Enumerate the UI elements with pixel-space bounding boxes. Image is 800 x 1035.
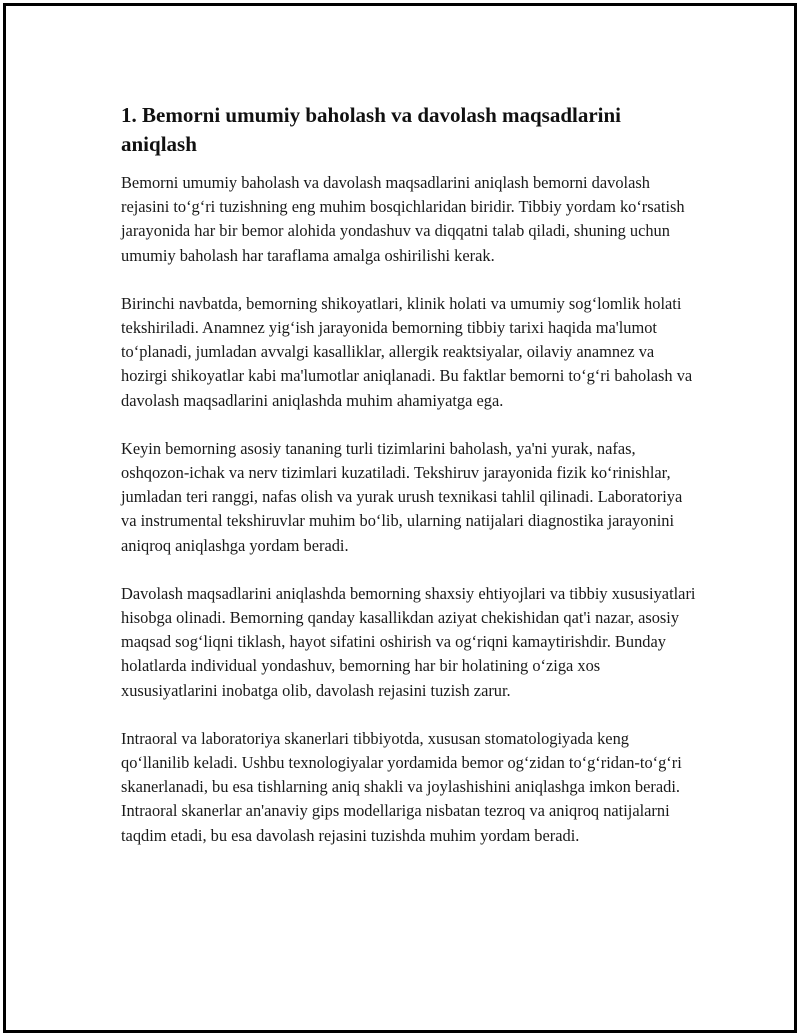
page-title: 1. Bemorni umumiy baholash va davolash maqsadlarini aniqlash: [121, 103, 622, 156]
paragraph-4: Davolash maqsadlarini aniqlashda bemorning shaxsiy ehtiyojlari va tibbiy xususiyatlari hisobga olinadi. Bemorning qanday kasallikdan aziyat chekishidan qat'i nazar, asosiy maqsad sog‘liqni tiklash, hayot sifatini oshirish va og‘riqni kamaytirishdir. Bunday holatlarda individual yondashuv, bemorning har bir holatining o‘ziga xos xususiyatlarini inobatga olib, davolash rejasini tuzish zarur.: [121, 583, 696, 700]
paragraph-2: Birinchi navbatda, bemorning shikoyatlari, klinik holati va umumiy sog‘lomlik holati tekshiriladi. Anamnez yig‘ish jarayonida bemorning tibbiy tarixi haqida ma'lumot to‘planadi, jumladan avvalgi kasalliklar, allergik reaktsiyalar, oilaviy anamnez va hozirgi shikoyatlar kabi ma'lumotlar aniqlanadi. Bu faktlar bemorni to‘g‘ri baholash va davolash maqsadlarini aniqlashda muhim ahamiyatga ega.: [121, 293, 693, 410]
page-frame: [3, 3, 797, 1033]
document-body: [121, 101, 696, 872]
paragraph-1: Bemorni umumiy baholash va davolash maqsadlarini aniqlash bemorni davolash rejasini to‘g‘ri tuzishning eng muhim bosqichlaridan biridir. Tibbiy yordam ko‘rsatish jarayonida har bir bemor alohida yondashuv va diqqatni talab qiladi, shuning uchun umumiy baholash har taraflama amalga oshirilishi kerak.: [121, 173, 685, 265]
paragraph-3: Keyin bemorning asosiy tananing turli tizimlarini baholash, ya'ni yurak, nafas, oshqozon-ichak va nerv tizimlari kuzatiladi. Tekshiruv jarayonida fizik ko‘rinishlar, jumladan teri ranggi, nafas olish va yurak urush texnikasi tahlil qilinadi. Laboratoriya va instrumental tekshiruvlar muhim bo‘lib, ularning natijalari diagnostika jarayonini aniqroq aniqlashga yordam beradi.: [121, 438, 683, 555]
paragraph-5: Intraoral va laboratoriya skanerlari tibbiyotda, xususan stomatologiyada keng qo‘llanilib keladi. Ushbu texnologiyalar yordamida bemor og‘zidan to‘g‘ridan-to‘g‘ri skanerlanadi, bu esa tishlarning aniq shakli va joylashishini aniqlashga imkon beradi. Intraoral skanerlar an'anaviy gips modellariga nisbatan tezroq va aniqroq natijalarni taqdim etadi, bu esa davolash rejasini tuzishda muhim yordam beradi.: [121, 728, 682, 845]
